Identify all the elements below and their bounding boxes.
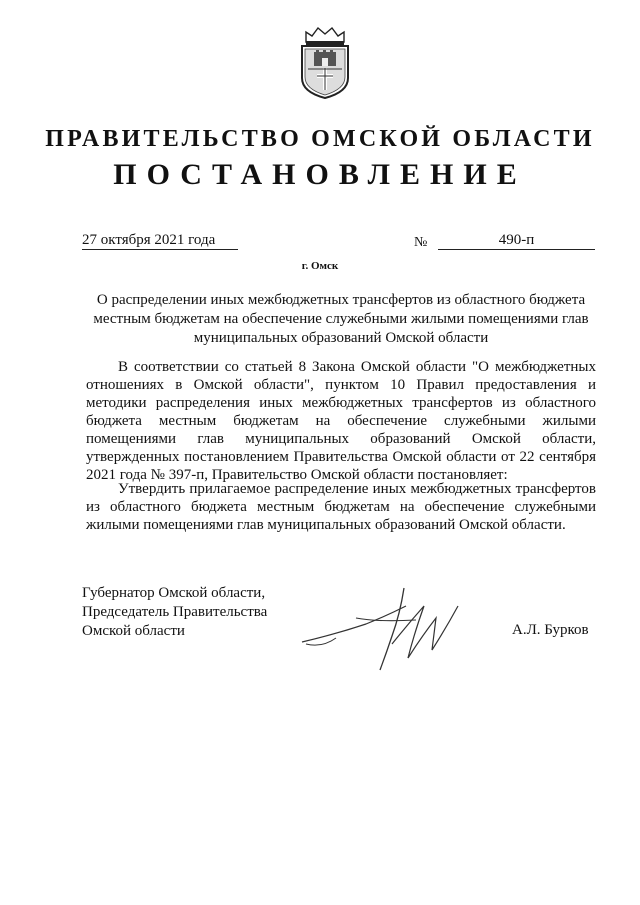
signatory-position bbox=[82, 584, 267, 641]
document-subject: О распределении иных межбюджетных трансфертов из областного бюджета местным бюджетам на обеспечение служебными жилыми помещениями глав муниципальных образований Омской области bbox=[93, 292, 589, 346]
signatory-position-line-1: Губернатор Омской области, bbox=[82, 585, 266, 601]
government-title: ПРАВИТЕЛЬСТВО ОМСКОЙ ОБЛАСТИ bbox=[45, 126, 595, 152]
body-paragraph-1: В соответствии со статьей 8 Закона Омской области "О межбюджетных отношениях в Омской области", пунктом 10 Правил предоставления и методики распределения иных межбюджетных трансфертов из областного бюджета местным бюджетам на обеспечение служебными жилыми помещениями глав муниципальных образований Омской области, утвержденных постановлением Правительства Омской области от 22 сентября 2021 года № 397-п, Правительство Омской области постановляет: bbox=[86, 359, 596, 483]
signatory-position-line-2: Председатель Правительства bbox=[82, 604, 268, 620]
body-paragraph-2: Утвердить прилагаемое распределение иных межбюджетных трансфертов из областного бюджета местным бюджетам на обеспечение служебными жилыми помещениями глав муниципальных образований Омской области. bbox=[86, 481, 596, 533]
document-date: 27 октября 2021 года bbox=[82, 232, 238, 250]
handwritten-signature bbox=[296, 584, 496, 684]
city-label: г. Омск bbox=[301, 260, 339, 272]
signatory-name: А.Л. Бурков bbox=[512, 622, 589, 638]
document-type-title: ПОСТАНОВЛЕНИЕ bbox=[113, 158, 527, 191]
document-number: 490-п bbox=[438, 232, 595, 250]
number-sign: № bbox=[414, 235, 428, 250]
signatory-position-line-3: Омской области bbox=[82, 623, 185, 639]
coat-of-arms-icon bbox=[296, 24, 354, 100]
